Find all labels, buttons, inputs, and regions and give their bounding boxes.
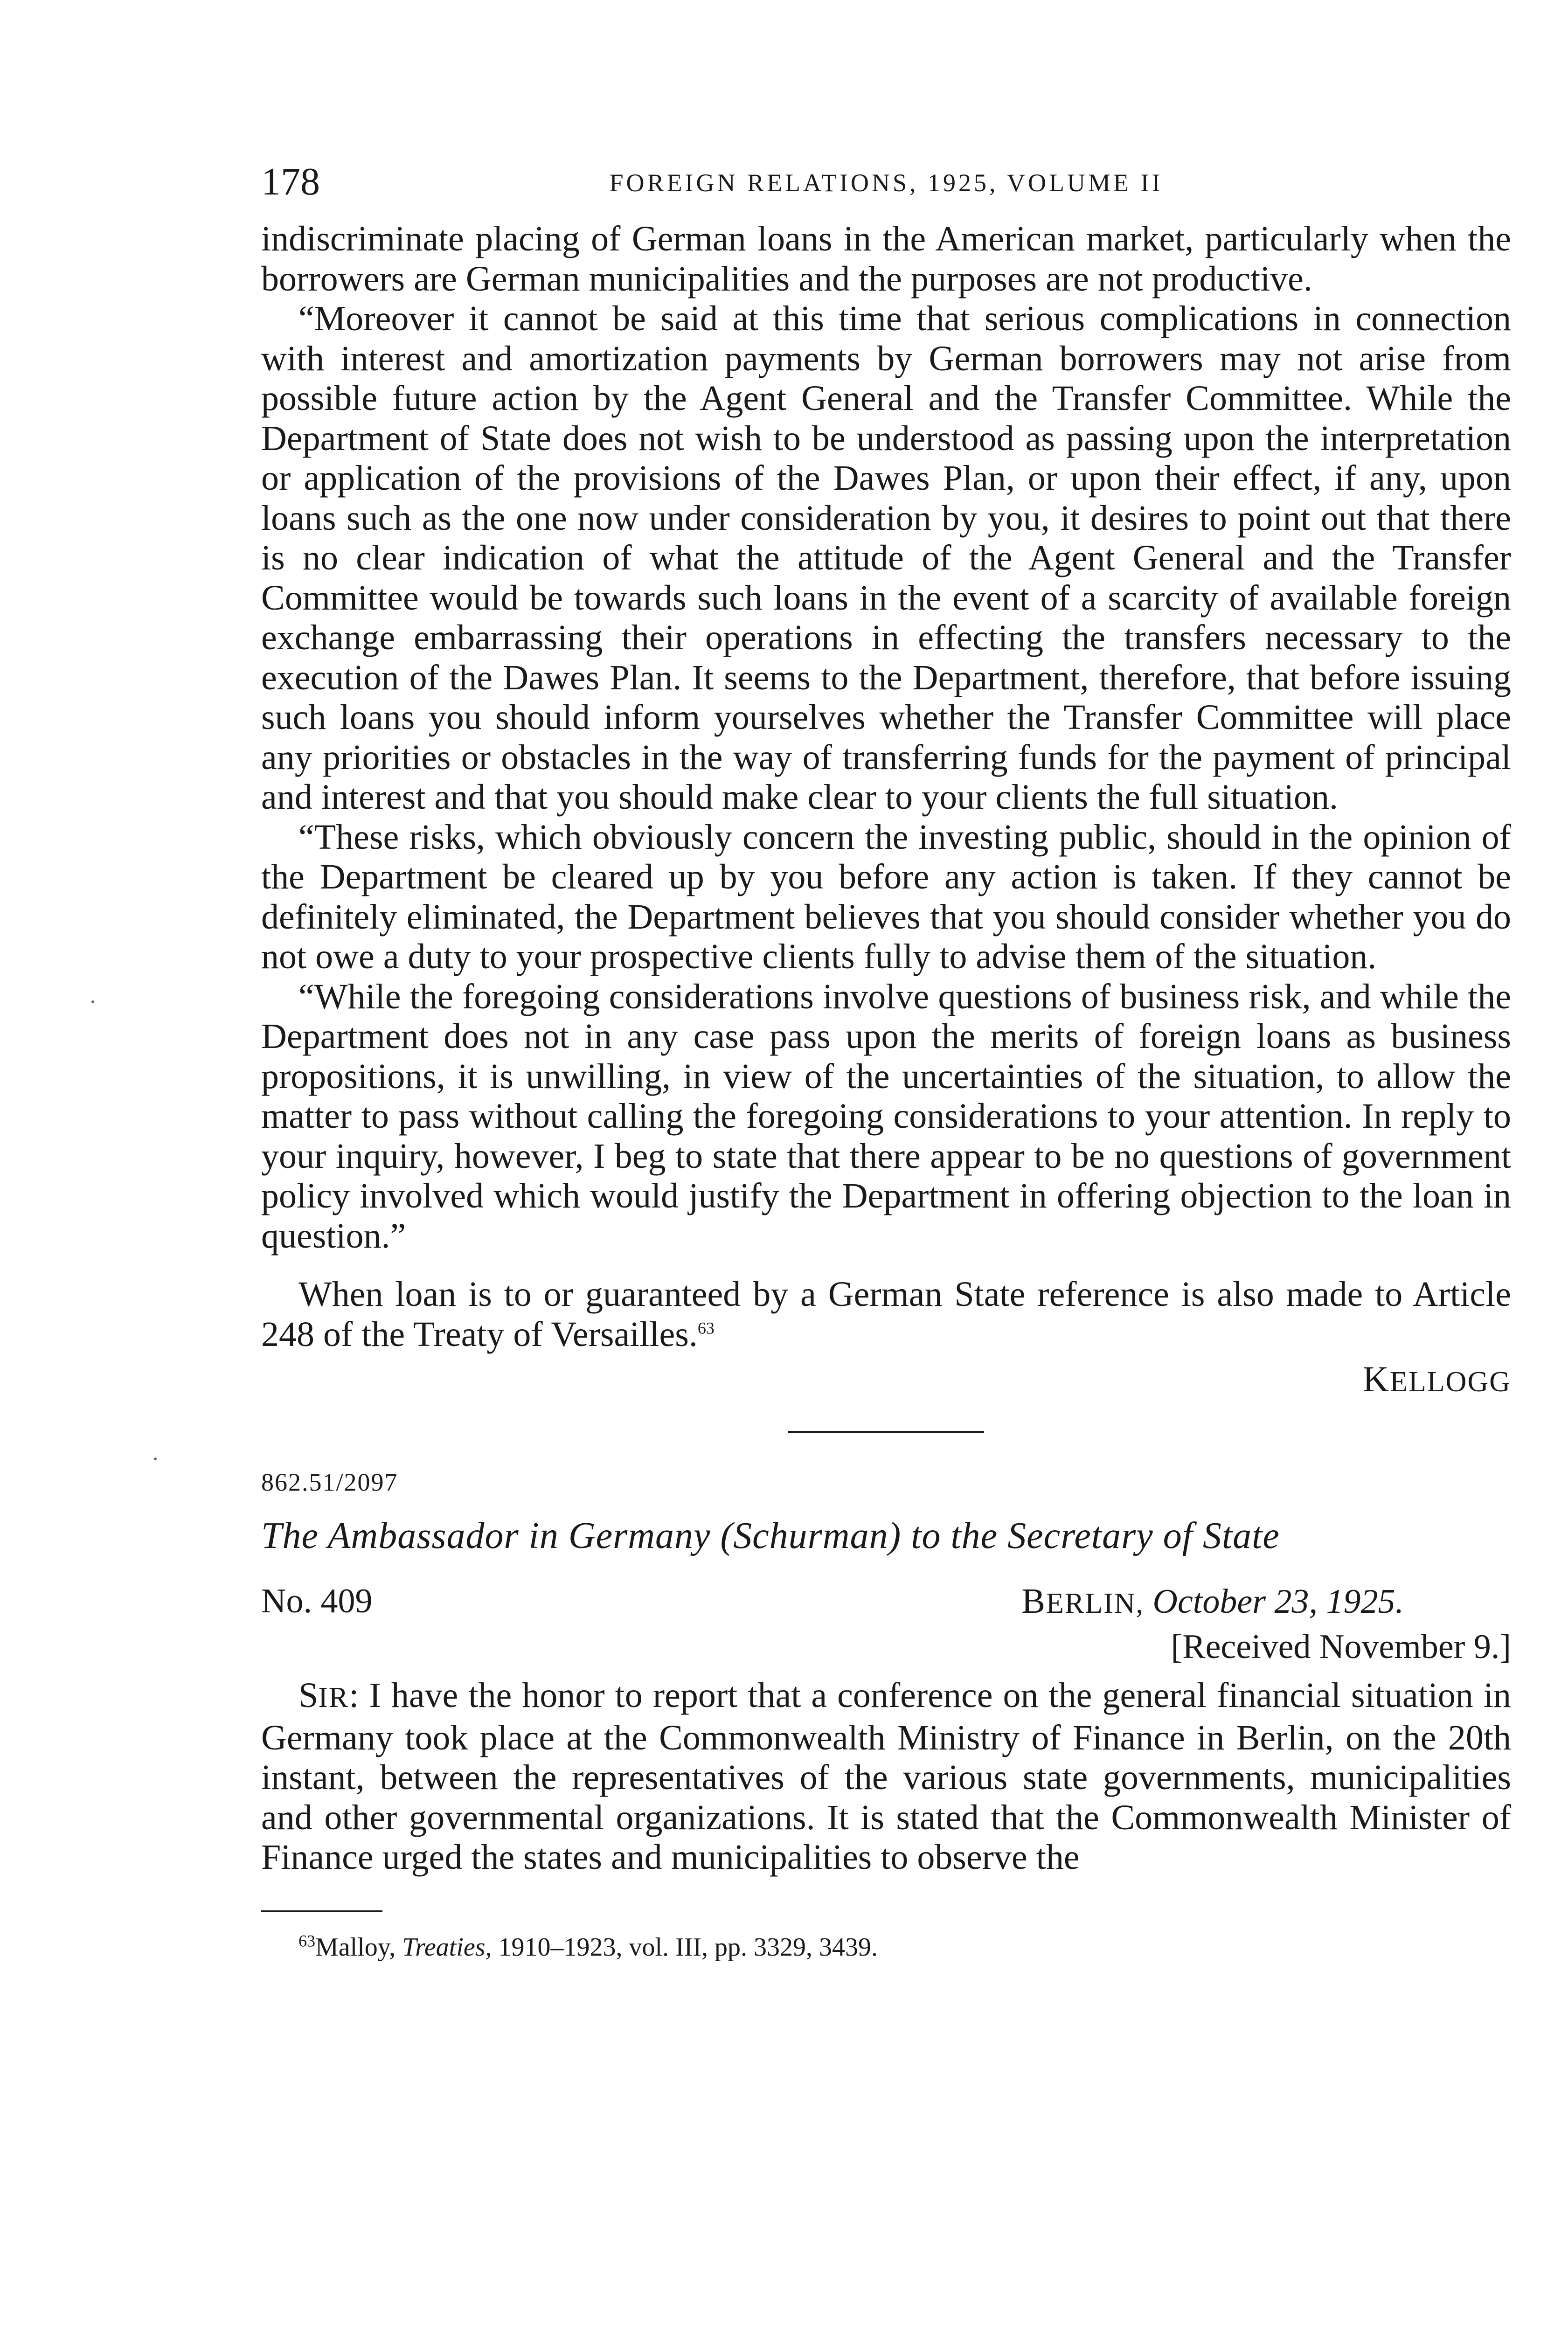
document-number: No. 409 bbox=[261, 1582, 373, 1620]
salutation-rest: IR bbox=[318, 1682, 349, 1714]
place-and-date bbox=[1021, 1578, 1404, 1627]
footnote bbox=[261, 1931, 1511, 1964]
footnote-divider bbox=[261, 1910, 382, 1912]
paragraph-risks: “These risks, which obviously concern the investing public, should in the opinion of the Department be cleared up by you before any action is taken. If they cannot be definitely eliminated, the Department believes that you should consider whether you do not owe a duty to your prospective clients fully to advise them of the situation. bbox=[261, 817, 1511, 976]
letter-body-text: : I have the honor to report that a conference on the general financial situation in Germany took place at the Commonwealth Ministry of Finance in Berlin, on the 20th instant, between the representatives of the various state governments, municipalities and other governmental organizations. It is stated that the Commonwealth Minister of Finance urged the states and municipalities to observe the bbox=[261, 1676, 1511, 1877]
running-head bbox=[261, 159, 1511, 219]
margin-speck bbox=[154, 1458, 157, 1460]
paragraph-closing bbox=[261, 1275, 1511, 1354]
signature-rest: ELLOGG bbox=[1390, 1366, 1511, 1398]
paragraph-continuation: indiscriminate placing of German loans in the American market, particularly when the borrowers are German municipalities and the purposes are not productive. bbox=[261, 219, 1511, 298]
closing-text: When loan is to or guaranteed by a German State reference is also made to Article 248 of the Treaty of Versailles. bbox=[261, 1275, 1511, 1354]
signature bbox=[261, 1358, 1511, 1403]
dateline bbox=[261, 1578, 1511, 1624]
letter-body bbox=[261, 1676, 1511, 1878]
place bbox=[1021, 1582, 1144, 1621]
footnote-author: Malloy, bbox=[315, 1932, 396, 1962]
footnote-title: Treaties, bbox=[402, 1932, 492, 1962]
footnote-reference: 63 bbox=[697, 1319, 715, 1338]
running-title: FOREIGN RELATIONS, 1925, VOLUME II bbox=[609, 169, 1163, 197]
signature-initial: K bbox=[1362, 1359, 1390, 1399]
date: October 23, 1925. bbox=[1152, 1582, 1404, 1621]
section-divider bbox=[788, 1431, 984, 1433]
place-rest: ERLIN, bbox=[1046, 1588, 1144, 1619]
footnote-rest: 1910–1923, vol. III, pp. 3329, 3439. bbox=[498, 1932, 878, 1962]
document-page bbox=[261, 159, 1511, 1964]
page-number: 178 bbox=[261, 160, 320, 203]
paragraph-considerations: “While the foregoing considerations involve questions of business risk, and while the Department does not in any case pass upon the merits of foreign loans as business propositions, it is unwilling, in view of the uncertainties of the situation, to allow the matter to pass without calling the foregoing considerations to your attention. In reply to your inquiry, however, I beg to state that there appear to be no questions of government policy involved which would justify the Department in offering objection to the loan in question.” bbox=[261, 977, 1511, 1256]
footnote-number: 63 bbox=[298, 1931, 315, 1950]
received-date: [Received November 9.] bbox=[1171, 1628, 1511, 1666]
file-number: 862.51/2097 bbox=[261, 1468, 398, 1496]
place-initial: B bbox=[1021, 1582, 1046, 1621]
salutation-initial: S bbox=[298, 1676, 319, 1715]
document-heading: The Ambassador in Germany (Schurman) to the Secretary of State bbox=[261, 1515, 1280, 1556]
paragraph-complications: “Moreover it cannot be said at this time that serious complications in connection with interest and amortization payments by German borrowers may not arise from possible future action by the Agent General and the Transfer Committee. While the Department of State does not wish to be understood as passing upon the interpretation or application of the provisions of the Dawes Plan, or upon their effect, if any, upon loans such as the one now under consideration by you, it desires to point out that there is no clear indication of what the attitude of the Agent General and the Transfer Committee would be towards such loans in the event of a scarcity of available foreign exchange embarrassing their operations in effecting the transfers necessary to the execution of the Dawes Plan. It seems to the Department, therefore, that before issuing such loans you should inform yourselves whether the Transfer Committee will place any priorities or obstacles in the way of transferring funds for the payment of principal and interest and that you should make clear to your clients the full situation. bbox=[261, 299, 1511, 817]
margin-speck bbox=[91, 1000, 94, 1003]
